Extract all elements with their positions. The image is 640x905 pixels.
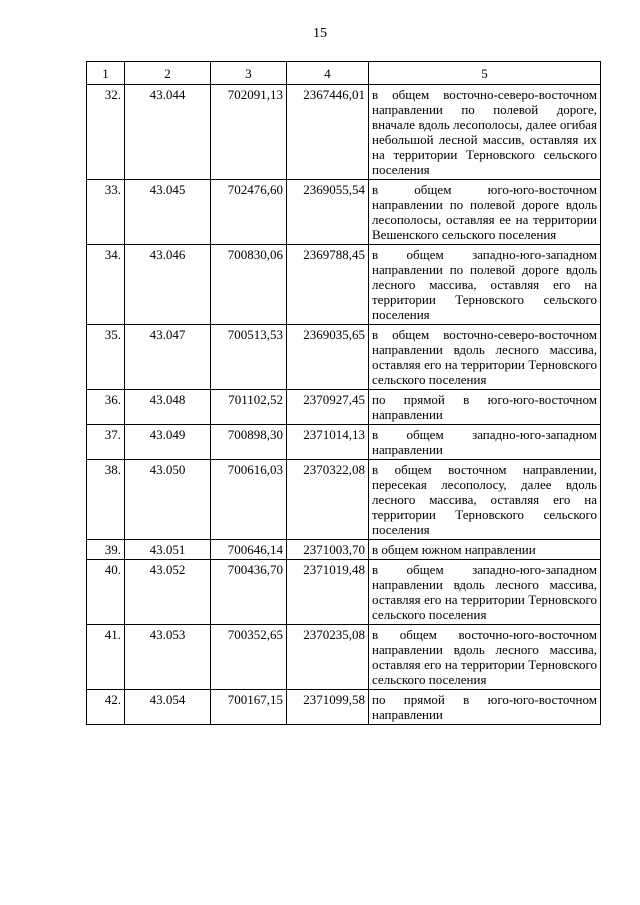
row-number: 37. <box>87 425 125 460</box>
boundary-description: в общем южном направлении <box>369 540 601 560</box>
table-row <box>87 540 601 560</box>
point-id: 43.049 <box>125 425 211 460</box>
row-number: 33. <box>87 180 125 245</box>
row-number: 39. <box>87 540 125 560</box>
coordinate-y: 2369055,54 <box>287 180 369 245</box>
coordinate-y: 2370927,45 <box>287 390 369 425</box>
column-header-4: 4 <box>287 62 369 85</box>
coordinate-y: 2367446,01 <box>287 85 369 180</box>
coordinate-x: 700167,15 <box>211 690 287 725</box>
point-id: 43.052 <box>125 560 211 625</box>
row-number: 38. <box>87 460 125 540</box>
boundary-description: по прямой в юго-юго-восточном направлении <box>369 390 601 425</box>
point-id: 43.053 <box>125 625 211 690</box>
boundary-description: в общем восточно-северо-восточном направлении вдоль лесного массива, оставляя его на территории Терновского сельского поселения <box>369 325 601 390</box>
row-number: 36. <box>87 390 125 425</box>
point-id: 43.048 <box>125 390 211 425</box>
coordinate-x: 700352,65 <box>211 625 287 690</box>
coordinate-x: 700436,70 <box>211 560 287 625</box>
boundary-description: в общем восточно-северо-восточном направлении по полевой дороге, вначале вдоль лесополосы, далее огибая небольшой лесной массив, оставляя их на территории Терновского сельского поселения <box>369 85 601 180</box>
point-id: 43.050 <box>125 460 211 540</box>
row-number: 32. <box>87 85 125 180</box>
table-row <box>87 425 601 460</box>
point-id: 43.047 <box>125 325 211 390</box>
point-id: 43.051 <box>125 540 211 560</box>
point-id: 43.045 <box>125 180 211 245</box>
column-header-2: 2 <box>125 62 211 85</box>
row-number: 40. <box>87 560 125 625</box>
table-row <box>87 690 601 725</box>
column-header-1: 1 <box>87 62 125 85</box>
coordinate-y: 2371003,70 <box>287 540 369 560</box>
coordinate-x: 700646,14 <box>211 540 287 560</box>
coordinate-x: 700830,06 <box>211 245 287 325</box>
coordinate-x: 701102,52 <box>211 390 287 425</box>
coordinate-y: 2370235,08 <box>287 625 369 690</box>
row-number: 34. <box>87 245 125 325</box>
coordinate-y: 2369788,45 <box>287 245 369 325</box>
table-row <box>87 325 601 390</box>
coordinate-x: 700898,30 <box>211 425 287 460</box>
point-id: 43.046 <box>125 245 211 325</box>
row-number: 42. <box>87 690 125 725</box>
boundary-description: в общем западно-юго-западном направлении вдоль лесного массива, оставляя его на территории Терновского сельского поселения <box>369 560 601 625</box>
point-id: 43.054 <box>125 690 211 725</box>
column-header-3: 3 <box>211 62 287 85</box>
coordinate-y: 2371014,13 <box>287 425 369 460</box>
coordinate-x: 700616,03 <box>211 460 287 540</box>
coordinate-y: 2370322,08 <box>287 460 369 540</box>
table-row <box>87 85 601 180</box>
table-row <box>87 245 601 325</box>
boundary-description: в общем восточном направлении, пересекая лесополосу, далее вдоль лесного массива, оставляя его на территории Терновского сельского поселения <box>369 460 601 540</box>
boundary-description: в общем западно-юго-западном направлении <box>369 425 601 460</box>
page-number: 15 <box>313 26 327 41</box>
coordinate-x: 702476,60 <box>211 180 287 245</box>
table-row <box>87 460 601 540</box>
table-row <box>87 390 601 425</box>
row-number: 35. <box>87 325 125 390</box>
row-number: 41. <box>87 625 125 690</box>
coordinate-x: 702091,13 <box>211 85 287 180</box>
boundary-description: в общем западно-юго-западном направлении по полевой дороге вдоль лесного массива, оставляя его на территории Терновского сельского поселения <box>369 245 601 325</box>
point-id: 43.044 <box>125 85 211 180</box>
coordinate-y: 2369035,65 <box>287 325 369 390</box>
coordinate-y: 2371099,58 <box>287 690 369 725</box>
coordinate-y: 2371019,48 <box>287 560 369 625</box>
table-row <box>87 560 601 625</box>
table-header-row <box>87 62 601 85</box>
boundary-description: в общем восточно-юго-восточном направлении вдоль лесного массива, оставляя его на территории Терновского сельского поселения <box>369 625 601 690</box>
boundary-description: по прямой в юго-юго-восточном направлении <box>369 690 601 725</box>
table-row <box>87 180 601 245</box>
table-row <box>87 625 601 690</box>
column-header-5: 5 <box>369 62 601 85</box>
coordinate-x: 700513,53 <box>211 325 287 390</box>
boundary-description: в общем юго-юго-восточном направлении по полевой дороге вдоль лесополосы, оставляя ее на территории Вешенского сельского поселения <box>369 180 601 245</box>
coordinates-table <box>86 61 601 725</box>
